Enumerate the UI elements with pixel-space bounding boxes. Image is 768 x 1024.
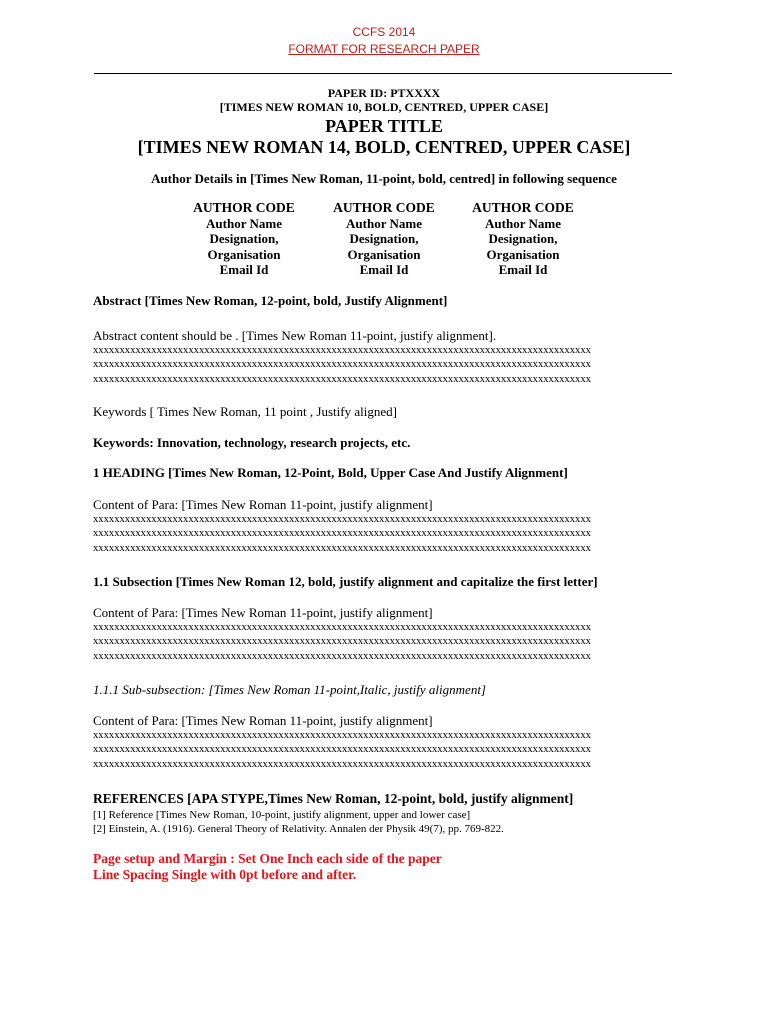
page-setup-note: [93, 851, 675, 883]
filler-line: xxxxxxxxxxxxxxxxxxxxxxxxxxxxxxxxxxxxxxxxxxxxxxxxxxxxxxxxxxxxxxxxxxxxxxxxxxxxxxxxxxxxxxxxxxxxxx: [93, 650, 591, 662]
filler-line: xxxxxxxxxxxxxxxxxxxxxxxxxxxxxxxxxxxxxxxxxxxxxxxxxxxxxxxxxxxxxxxxxxxxxxxxxxxxxxxxxxxxxxxxxxxxxx: [93, 359, 591, 370]
subsection-content: [93, 606, 675, 664]
filler-line: xxxxxxxxxxxxxxxxxxxxxxxxxxxxxxxxxxxxxxxxxxxxxxxxxxxxxxxxxxxxxxxxxxxxxxxxxxxxxxxxxxxxxxxxxxxxxx: [93, 621, 591, 633]
heading-1: 1 HEADING [Times New Roman, 12-Point, Bold, Upper Case And Justify Alignment]: [93, 465, 568, 480]
keywords-instruction: Keywords [ Times New Roman, 11 point , Justify aligned]: [93, 404, 397, 419]
paper-id-format-note: [TIMES NEW ROMAN 10, BOLD, CENTRED, UPPER CASE]: [219, 100, 549, 114]
para-content-note: Content of Para: [Times New Roman 11-point, justify alignment]: [93, 713, 433, 728]
author-designation: Designation,: [349, 231, 419, 246]
reference-item: [2] Einstein, A. (1916). General Theory of Relativity. Annalen der Physik 49(7), pp. 769-822.: [93, 823, 504, 835]
author-organisation: Organisation: [486, 246, 560, 262]
subsubsection-heading: 1.1.1 Sub-subsection: [Times New Roman 11-point,Italic, justify alignment]: [93, 682, 486, 697]
author-name: Author Name: [206, 215, 282, 231]
para-content-note: Content of Para: [Times New Roman 11-point, justify alignment]: [93, 497, 433, 512]
subsubsection-content: [93, 714, 675, 772]
author-organisation: Organisation: [207, 246, 281, 262]
abstract-heading: Abstract [Times New Roman, 12-point, bold, Justify Alignment]: [93, 293, 448, 308]
author-designation: Designation,: [488, 231, 558, 246]
paper-id: PAPER ID: PTXXXX: [327, 86, 441, 100]
abstract-section: [93, 329, 675, 387]
author-block: [314, 200, 454, 278]
page-setup-line: Page setup and Margin : Set One Inch each side of the paper: [93, 851, 442, 866]
line-spacing-line: Line Spacing Single with 0pt before and after.: [93, 867, 357, 882]
subsection-heading: 1.1 Subsection [Times New Roman 12, bold, justify alignment and capitalize the first letter]: [93, 574, 598, 589]
heading-1-content: [93, 498, 675, 556]
abstract-content: Abstract content should be . [Times New Roman 11-point, justify alignment].: [93, 328, 497, 343]
filler-line: xxxxxxxxxxxxxxxxxxxxxxxxxxxxxxxxxxxxxxxxxxxxxxxxxxxxxxxxxxxxxxxxxxxxxxxxxxxxxxxxxxxxxxxxxxxxxx: [93, 513, 591, 525]
header-rule: [94, 73, 672, 74]
author-name: Author Name: [346, 215, 422, 231]
author-organisation: Organisation: [347, 246, 421, 262]
references-heading: REFERENCES [APA STYPE,Times New Roman, 12-point, bold, justify alignment]: [93, 791, 574, 806]
paper-title-format-note: [TIMES NEW ROMAN 14, BOLD, CENTRED, UPPER CASE]: [137, 137, 631, 157]
filler-line: xxxxxxxxxxxxxxxxxxxxxxxxxxxxxxxxxxxxxxxxxxxxxxxxxxxxxxxxxxxxxxxxxxxxxxxxxxxxxxxxxxxxxxxxxxxxxx: [93, 528, 591, 539]
format-title: FORMAT FOR RESEARCH PAPER: [288, 42, 480, 56]
author-designation: Designation,: [209, 231, 279, 246]
author-email: Email Id: [219, 262, 269, 277]
author-block: [174, 200, 314, 278]
author-details-intro: Author Details in [Times New Roman, 11-point, bold, centred] in following sequence: [151, 171, 617, 186]
author-email: Email Id: [359, 262, 409, 277]
filler-line: xxxxxxxxxxxxxxxxxxxxxxxxxxxxxxxxxxxxxxxxxxxxxxxxxxxxxxxxxxxxxxxxxxxxxxxxxxxxxxxxxxxxxxxxxxxxxx: [93, 729, 591, 741]
author-email: Email Id: [498, 262, 548, 277]
filler-line: xxxxxxxxxxxxxxxxxxxxxxxxxxxxxxxxxxxxxxxxxxxxxxxxxxxxxxxxxxxxxxxxxxxxxxxxxxxxxxxxxxxxxxxxxxxxxx: [93, 636, 591, 647]
author-code: AUTHOR CODE: [333, 200, 435, 215]
author-name: Author Name: [485, 215, 561, 231]
keywords-example: Keywords: Innovation, technology, research projects, etc.: [93, 435, 411, 450]
author-code: AUTHOR CODE: [193, 200, 295, 215]
filler-line: xxxxxxxxxxxxxxxxxxxxxxxxxxxxxxxxxxxxxxxxxxxxxxxxxxxxxxxxxxxxxxxxxxxxxxxxxxxxxxxxxxxxxxxxxxxxxx: [93, 542, 591, 554]
filler-line: xxxxxxxxxxxxxxxxxxxxxxxxxxxxxxxxxxxxxxxxxxxxxxxxxxxxxxxxxxxxxxxxxxxxxxxxxxxxxxxxxxxxxxxxxxxxxx: [93, 758, 591, 770]
author-block: [453, 200, 593, 278]
filler-line: xxxxxxxxxxxxxxxxxxxxxxxxxxxxxxxxxxxxxxxxxxxxxxxxxxxxxxxxxxxxxxxxxxxxxxxxxxxxxxxxxxxxxxxxxxxxxx: [93, 744, 591, 755]
event-name: CCFS 2014: [352, 25, 416, 39]
paper-title: PAPER TITLE: [325, 116, 443, 136]
reference-item: [1] Reference [Times New Roman, 10-point, justify alignment, upper and lower case]: [93, 809, 471, 821]
author-code: AUTHOR CODE: [472, 200, 574, 215]
para-content-note: Content of Para: [Times New Roman 11-point, justify alignment]: [93, 605, 433, 620]
filler-line: xxxxxxxxxxxxxxxxxxxxxxxxxxxxxxxxxxxxxxxxxxxxxxxxxxxxxxxxxxxxxxxxxxxxxxxxxxxxxxxxxxxxxxxxxxxxxx: [93, 373, 591, 385]
filler-line: xxxxxxxxxxxxxxxxxxxxxxxxxxxxxxxxxxxxxxxxxxxxxxxxxxxxxxxxxxxxxxxxxxxxxxxxxxxxxxxxxxxxxxxxxxxxxx: [93, 344, 591, 356]
